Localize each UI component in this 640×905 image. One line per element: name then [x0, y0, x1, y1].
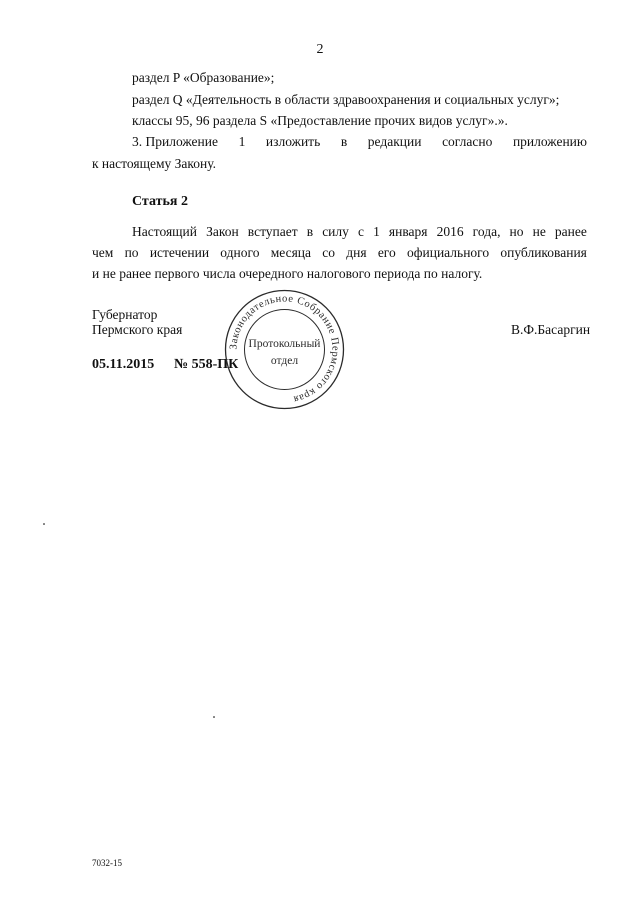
list-item-3-word: изложить — [265, 134, 321, 149]
scan-speck — [43, 523, 45, 525]
page-number: 2 — [316, 42, 324, 57]
footer-document-code: 7032-15 — [92, 858, 122, 868]
list-line-section-q: раздел Q «Деятельность в области здравоохранения и социальных услуг»; — [132, 92, 560, 107]
paragraph-word: 2016 — [436, 224, 464, 239]
paragraph-word: дня — [346, 245, 367, 260]
list-item-3-word: согласно — [442, 134, 493, 149]
paragraph-word: вступает — [247, 224, 298, 239]
paragraph-word: с — [357, 224, 364, 239]
list-item-3-word: 3. Приложение — [132, 134, 218, 149]
paragraph-word: месяца — [270, 245, 311, 260]
paragraph-word: одного — [220, 245, 260, 260]
paragraph-word: Настоящий — [132, 224, 198, 239]
list-item-3 — [132, 134, 587, 150]
signatory-title-line-2: Пермского края — [92, 322, 183, 337]
list-item-3-word: 1 — [238, 134, 246, 149]
paragraph-word: ранее — [554, 224, 587, 239]
list-item-3-continuation: к настоящему Закону. — [92, 156, 216, 171]
paragraph-line-2 — [92, 245, 587, 261]
seal-center-line-2: отдел — [270, 355, 299, 367]
paragraph-word: но — [509, 224, 524, 239]
signatory-title-line-1: Губернатор — [92, 307, 158, 322]
paragraph-word: Закон — [206, 224, 239, 239]
list-item-3-word: в — [340, 134, 348, 149]
paragraph-word: со — [322, 245, 335, 260]
list-item-3-word: приложению — [512, 134, 587, 149]
paragraph-word: истечении — [149, 245, 210, 260]
list-line-section-p: раздел P «Образование»; — [132, 70, 275, 85]
article-heading: Статья 2 — [132, 194, 188, 209]
paragraph-word: января — [388, 224, 428, 239]
list-line-classes: классы 95, 96 раздела S «Предоставление прочих видов услуг».». — [132, 113, 508, 128]
seal-ring-text: Законодательное Собрание Пермского края — [228, 293, 341, 405]
signatory-name: В.Ф.Басаргин — [511, 322, 591, 337]
paragraph-word: не — [532, 224, 546, 239]
paragraph-word: по — [124, 245, 139, 260]
paragraph-word: чем — [92, 245, 114, 260]
paragraph-word: официального — [407, 245, 490, 260]
paragraph-word: силу — [322, 224, 349, 239]
law-number: № 558-ПК — [174, 357, 239, 372]
scan-speck — [213, 716, 215, 718]
paragraph-word: в — [306, 224, 314, 239]
law-date: 05.11.2015 — [92, 357, 155, 372]
paragraph-word: опубликования — [500, 245, 587, 260]
list-item-3-word: редакции — [367, 134, 422, 149]
seal-center-line-1: Протокольный — [248, 338, 321, 350]
paragraph-word: года, — [472, 224, 501, 239]
official-seal-stamp — [222, 287, 347, 412]
paragraph-line-1 — [132, 224, 587, 240]
paragraph-line-3: и не ранее первого числа очередного налогового периода по налогу. — [92, 266, 483, 281]
paragraph-word: 1 — [373, 224, 380, 239]
paragraph-word: его — [377, 245, 396, 260]
